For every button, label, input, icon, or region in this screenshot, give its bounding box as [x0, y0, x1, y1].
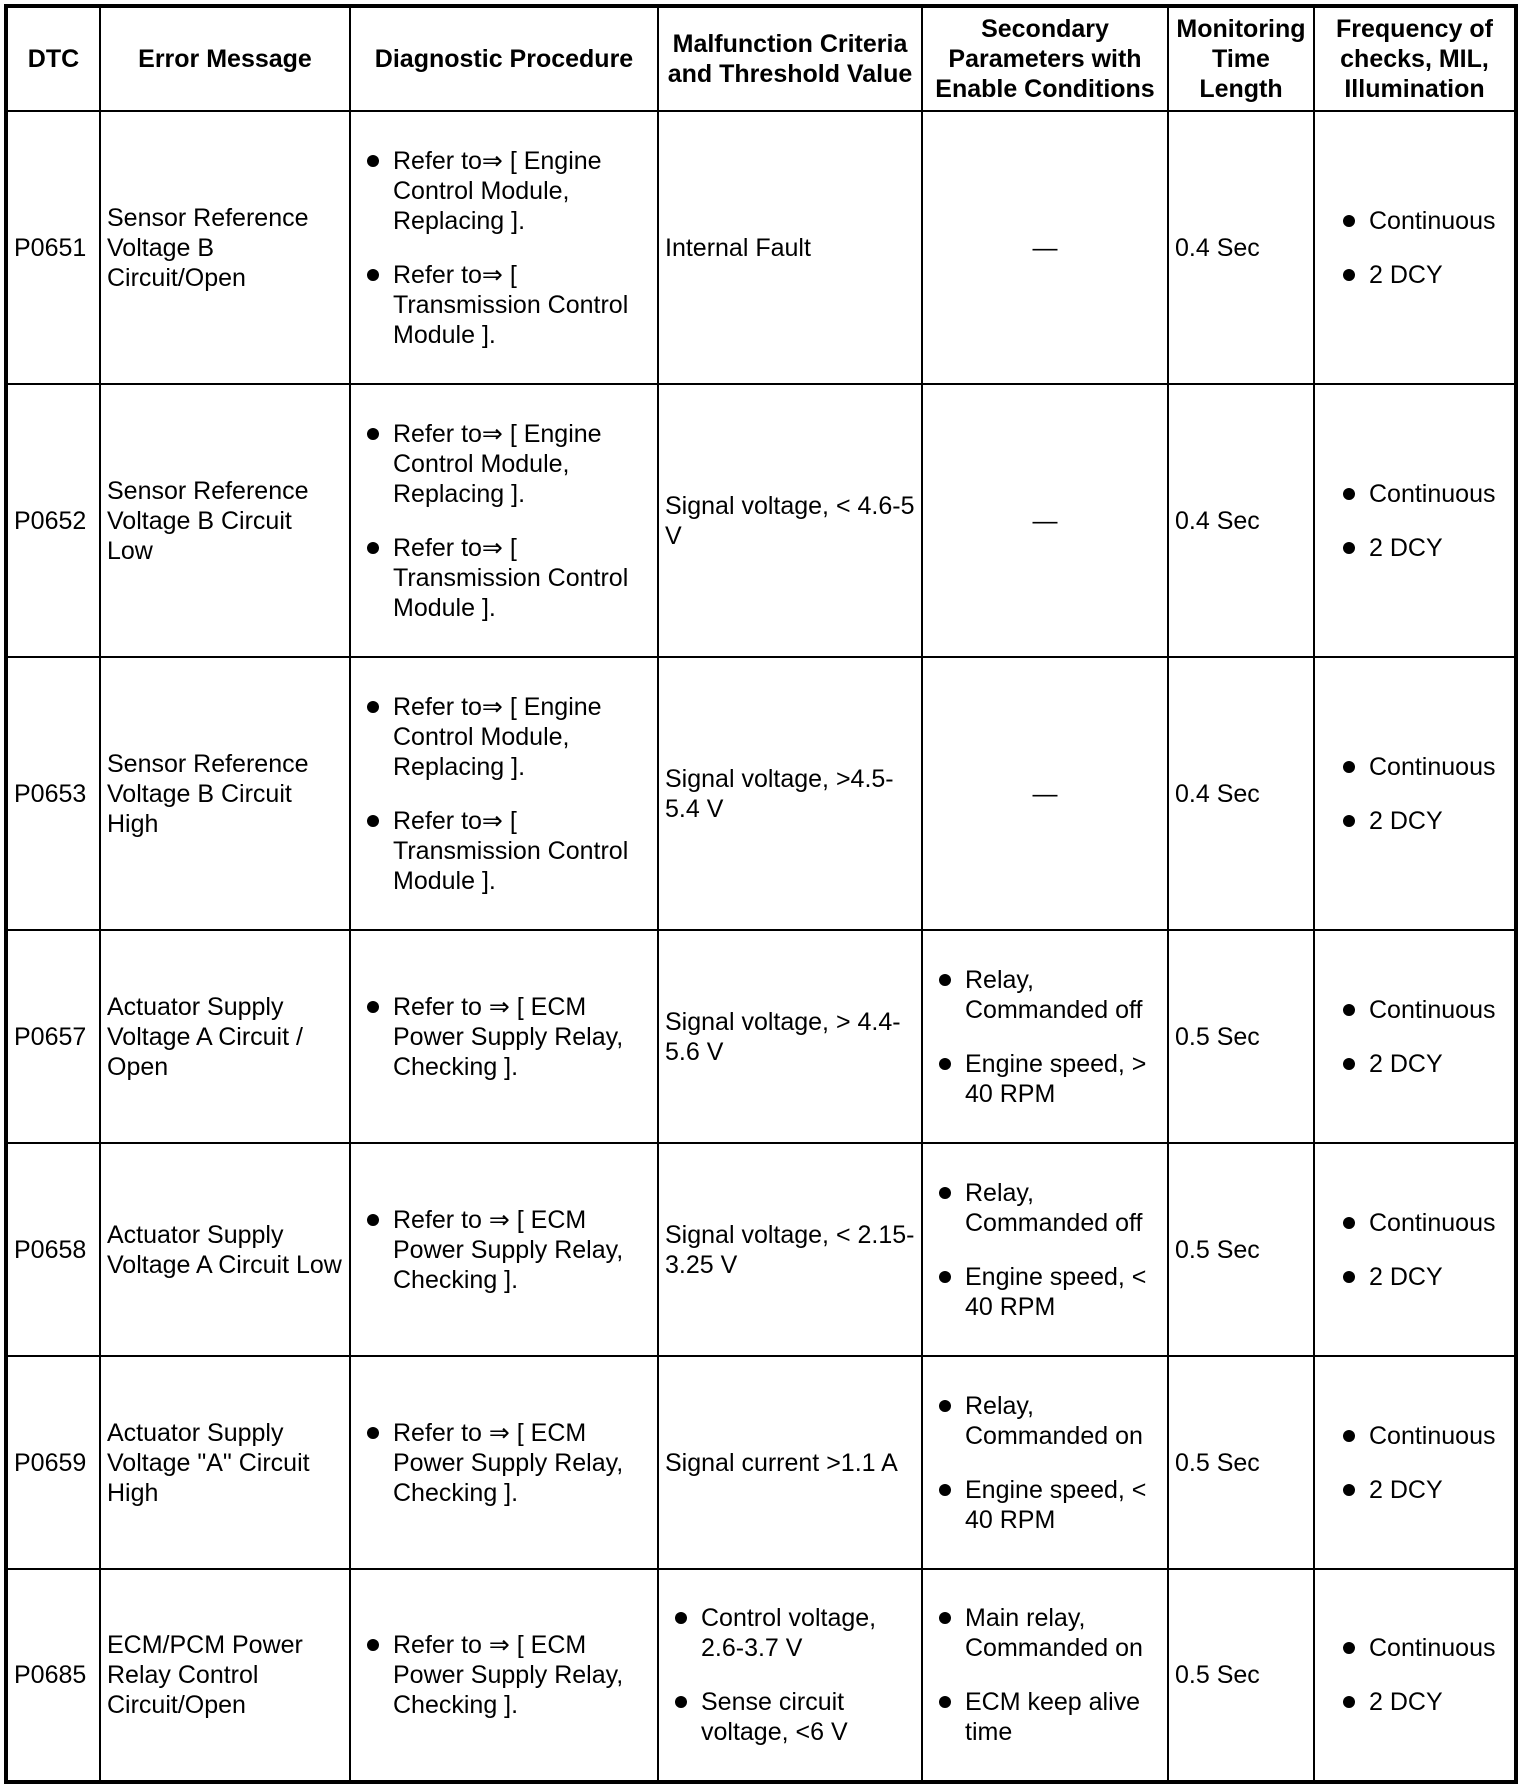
table-row: [6, 657, 1516, 930]
secondary-parameters: —: [922, 384, 1168, 657]
secondary-item: Relay, Commanded off: [929, 965, 1161, 1025]
procedure-item: Refer to ⇒ [ ECM Power Supply Relay, Checking ].: [357, 1205, 651, 1295]
secondary-item: Engine speed, < 40 RPM: [929, 1475, 1161, 1535]
header-monitoring-time: Monitoring Time Length: [1168, 6, 1314, 111]
frequency-item: 2 DCY: [1321, 260, 1508, 290]
frequency-item: Continuous: [1321, 752, 1508, 782]
table-row: [6, 1569, 1516, 1782]
header-row: [6, 6, 1516, 111]
secondary-item: Engine speed, < 40 RPM: [929, 1262, 1161, 1322]
procedure-item: Refer to⇒ [ Engine Control Module, Replacing ].: [357, 146, 651, 236]
dtc-table: [4, 4, 1518, 1784]
dtc-code: P0659: [6, 1356, 100, 1569]
frequency-item: 2 DCY: [1321, 1049, 1508, 1079]
dtc-code: P0653: [6, 657, 100, 930]
secondary-item: Main relay, Commanded on: [929, 1603, 1161, 1663]
dtc-table-page: [4, 4, 1514, 1778]
malfunction-criteria: Signal voltage, > 4.4-5.6 V: [658, 930, 922, 1143]
frequency: [1314, 111, 1516, 384]
header-error-message: Error Message: [100, 6, 350, 111]
procedure-item: Refer to⇒ [ Transmission Control Module ].: [357, 806, 651, 896]
procedure-item: Refer to ⇒ [ ECM Power Supply Relay, Checking ].: [357, 1418, 651, 1508]
diagnostic-procedure: [350, 930, 658, 1143]
error-message: Sensor Reference Voltage B Circuit High: [100, 657, 350, 930]
secondary-parameters: —: [922, 657, 1168, 930]
frequency-item: 2 DCY: [1321, 1475, 1508, 1505]
dtc-code: P0658: [6, 1143, 100, 1356]
secondary-item: ECM keep alive time: [929, 1687, 1161, 1747]
frequency-item: Continuous: [1321, 1421, 1508, 1451]
monitoring-time: 0.4 Sec: [1168, 111, 1314, 384]
monitoring-time: 0.4 Sec: [1168, 657, 1314, 930]
header-malfunction-criteria: Malfunction Criteria and Threshold Value: [658, 6, 922, 111]
procedure-item: Refer to⇒ [ Engine Control Module, Replacing ].: [357, 419, 651, 509]
procedure-item: Refer to⇒ [ Transmission Control Module ].: [357, 533, 651, 623]
error-message: Sensor Reference Voltage B Circuit Low: [100, 384, 350, 657]
error-message: Sensor Reference Voltage B Circuit/Open: [100, 111, 350, 384]
table-row: [6, 1356, 1516, 1569]
malfunction-criteria: Signal voltage, < 4.6-5 V: [658, 384, 922, 657]
table-row: [6, 930, 1516, 1143]
monitoring-time: 0.5 Sec: [1168, 1143, 1314, 1356]
dtc-code: P0651: [6, 111, 100, 384]
criteria-item: Sense circuit voltage, <6 V: [665, 1687, 915, 1747]
secondary-item: Relay, Commanded off: [929, 1178, 1161, 1238]
table-row: [6, 384, 1516, 657]
diagnostic-procedure: [350, 384, 658, 657]
frequency: [1314, 930, 1516, 1143]
frequency: [1314, 1356, 1516, 1569]
malfunction-criteria: [658, 1569, 922, 1782]
dtc-code: P0652: [6, 384, 100, 657]
diagnostic-procedure: [350, 1143, 658, 1356]
secondary-parameters: [922, 930, 1168, 1143]
frequency: [1314, 657, 1516, 930]
diagnostic-procedure: [350, 1356, 658, 1569]
frequency-item: 2 DCY: [1321, 533, 1508, 563]
frequency: [1314, 1143, 1516, 1356]
error-message: Actuator Supply Voltage "A" Circuit High: [100, 1356, 350, 1569]
frequency-item: 2 DCY: [1321, 1687, 1508, 1717]
error-message: ECM/PCM Power Relay Control Circuit/Open: [100, 1569, 350, 1782]
secondary-parameters: [922, 1143, 1168, 1356]
malfunction-criteria: Internal Fault: [658, 111, 922, 384]
header-secondary-parameters: Secondary Parameters with Enable Conditions: [922, 6, 1168, 111]
diagnostic-procedure: [350, 111, 658, 384]
frequency-item: 2 DCY: [1321, 806, 1508, 836]
frequency-item: 2 DCY: [1321, 1262, 1508, 1292]
secondary-item: Engine speed, > 40 RPM: [929, 1049, 1161, 1109]
frequency-item: Continuous: [1321, 479, 1508, 509]
error-message: Actuator Supply Voltage A Circuit / Open: [100, 930, 350, 1143]
header-frequency: Frequency of checks, MIL, Illumination: [1314, 6, 1516, 111]
malfunction-criteria: Signal current >1.1 A: [658, 1356, 922, 1569]
monitoring-time: 0.4 Sec: [1168, 384, 1314, 657]
frequency: [1314, 384, 1516, 657]
header-diagnostic-procedure: Diagnostic Procedure: [350, 6, 658, 111]
monitoring-time: 0.5 Sec: [1168, 1356, 1314, 1569]
procedure-item: Refer to ⇒ [ ECM Power Supply Relay, Checking ].: [357, 1630, 651, 1720]
frequency-item: Continuous: [1321, 1208, 1508, 1238]
frequency: [1314, 1569, 1516, 1782]
frequency-item: Continuous: [1321, 995, 1508, 1025]
diagnostic-procedure: [350, 1569, 658, 1782]
procedure-item: Refer to ⇒ [ ECM Power Supply Relay, Checking ].: [357, 992, 651, 1082]
diagnostic-procedure: [350, 657, 658, 930]
monitoring-time: 0.5 Sec: [1168, 1569, 1314, 1782]
monitoring-time: 0.5 Sec: [1168, 930, 1314, 1143]
frequency-item: Continuous: [1321, 1633, 1508, 1663]
frequency-item: Continuous: [1321, 206, 1508, 236]
dtc-code: P0657: [6, 930, 100, 1143]
procedure-item: Refer to⇒ [ Engine Control Module, Replacing ].: [357, 692, 651, 782]
secondary-item: Relay, Commanded on: [929, 1391, 1161, 1451]
secondary-parameters: —: [922, 111, 1168, 384]
malfunction-criteria: Signal voltage, >4.5-5.4 V: [658, 657, 922, 930]
table-row: [6, 1143, 1516, 1356]
dtc-code: P0685: [6, 1569, 100, 1782]
table-row: [6, 111, 1516, 384]
secondary-parameters: [922, 1569, 1168, 1782]
malfunction-criteria: Signal voltage, < 2.15-3.25 V: [658, 1143, 922, 1356]
procedure-item: Refer to⇒ [ Transmission Control Module ].: [357, 260, 651, 350]
secondary-parameters: [922, 1356, 1168, 1569]
criteria-item: Control voltage, 2.6-3.7 V: [665, 1603, 915, 1663]
header-dtc: DTC: [6, 6, 100, 111]
error-message: Actuator Supply Voltage A Circuit Low: [100, 1143, 350, 1356]
